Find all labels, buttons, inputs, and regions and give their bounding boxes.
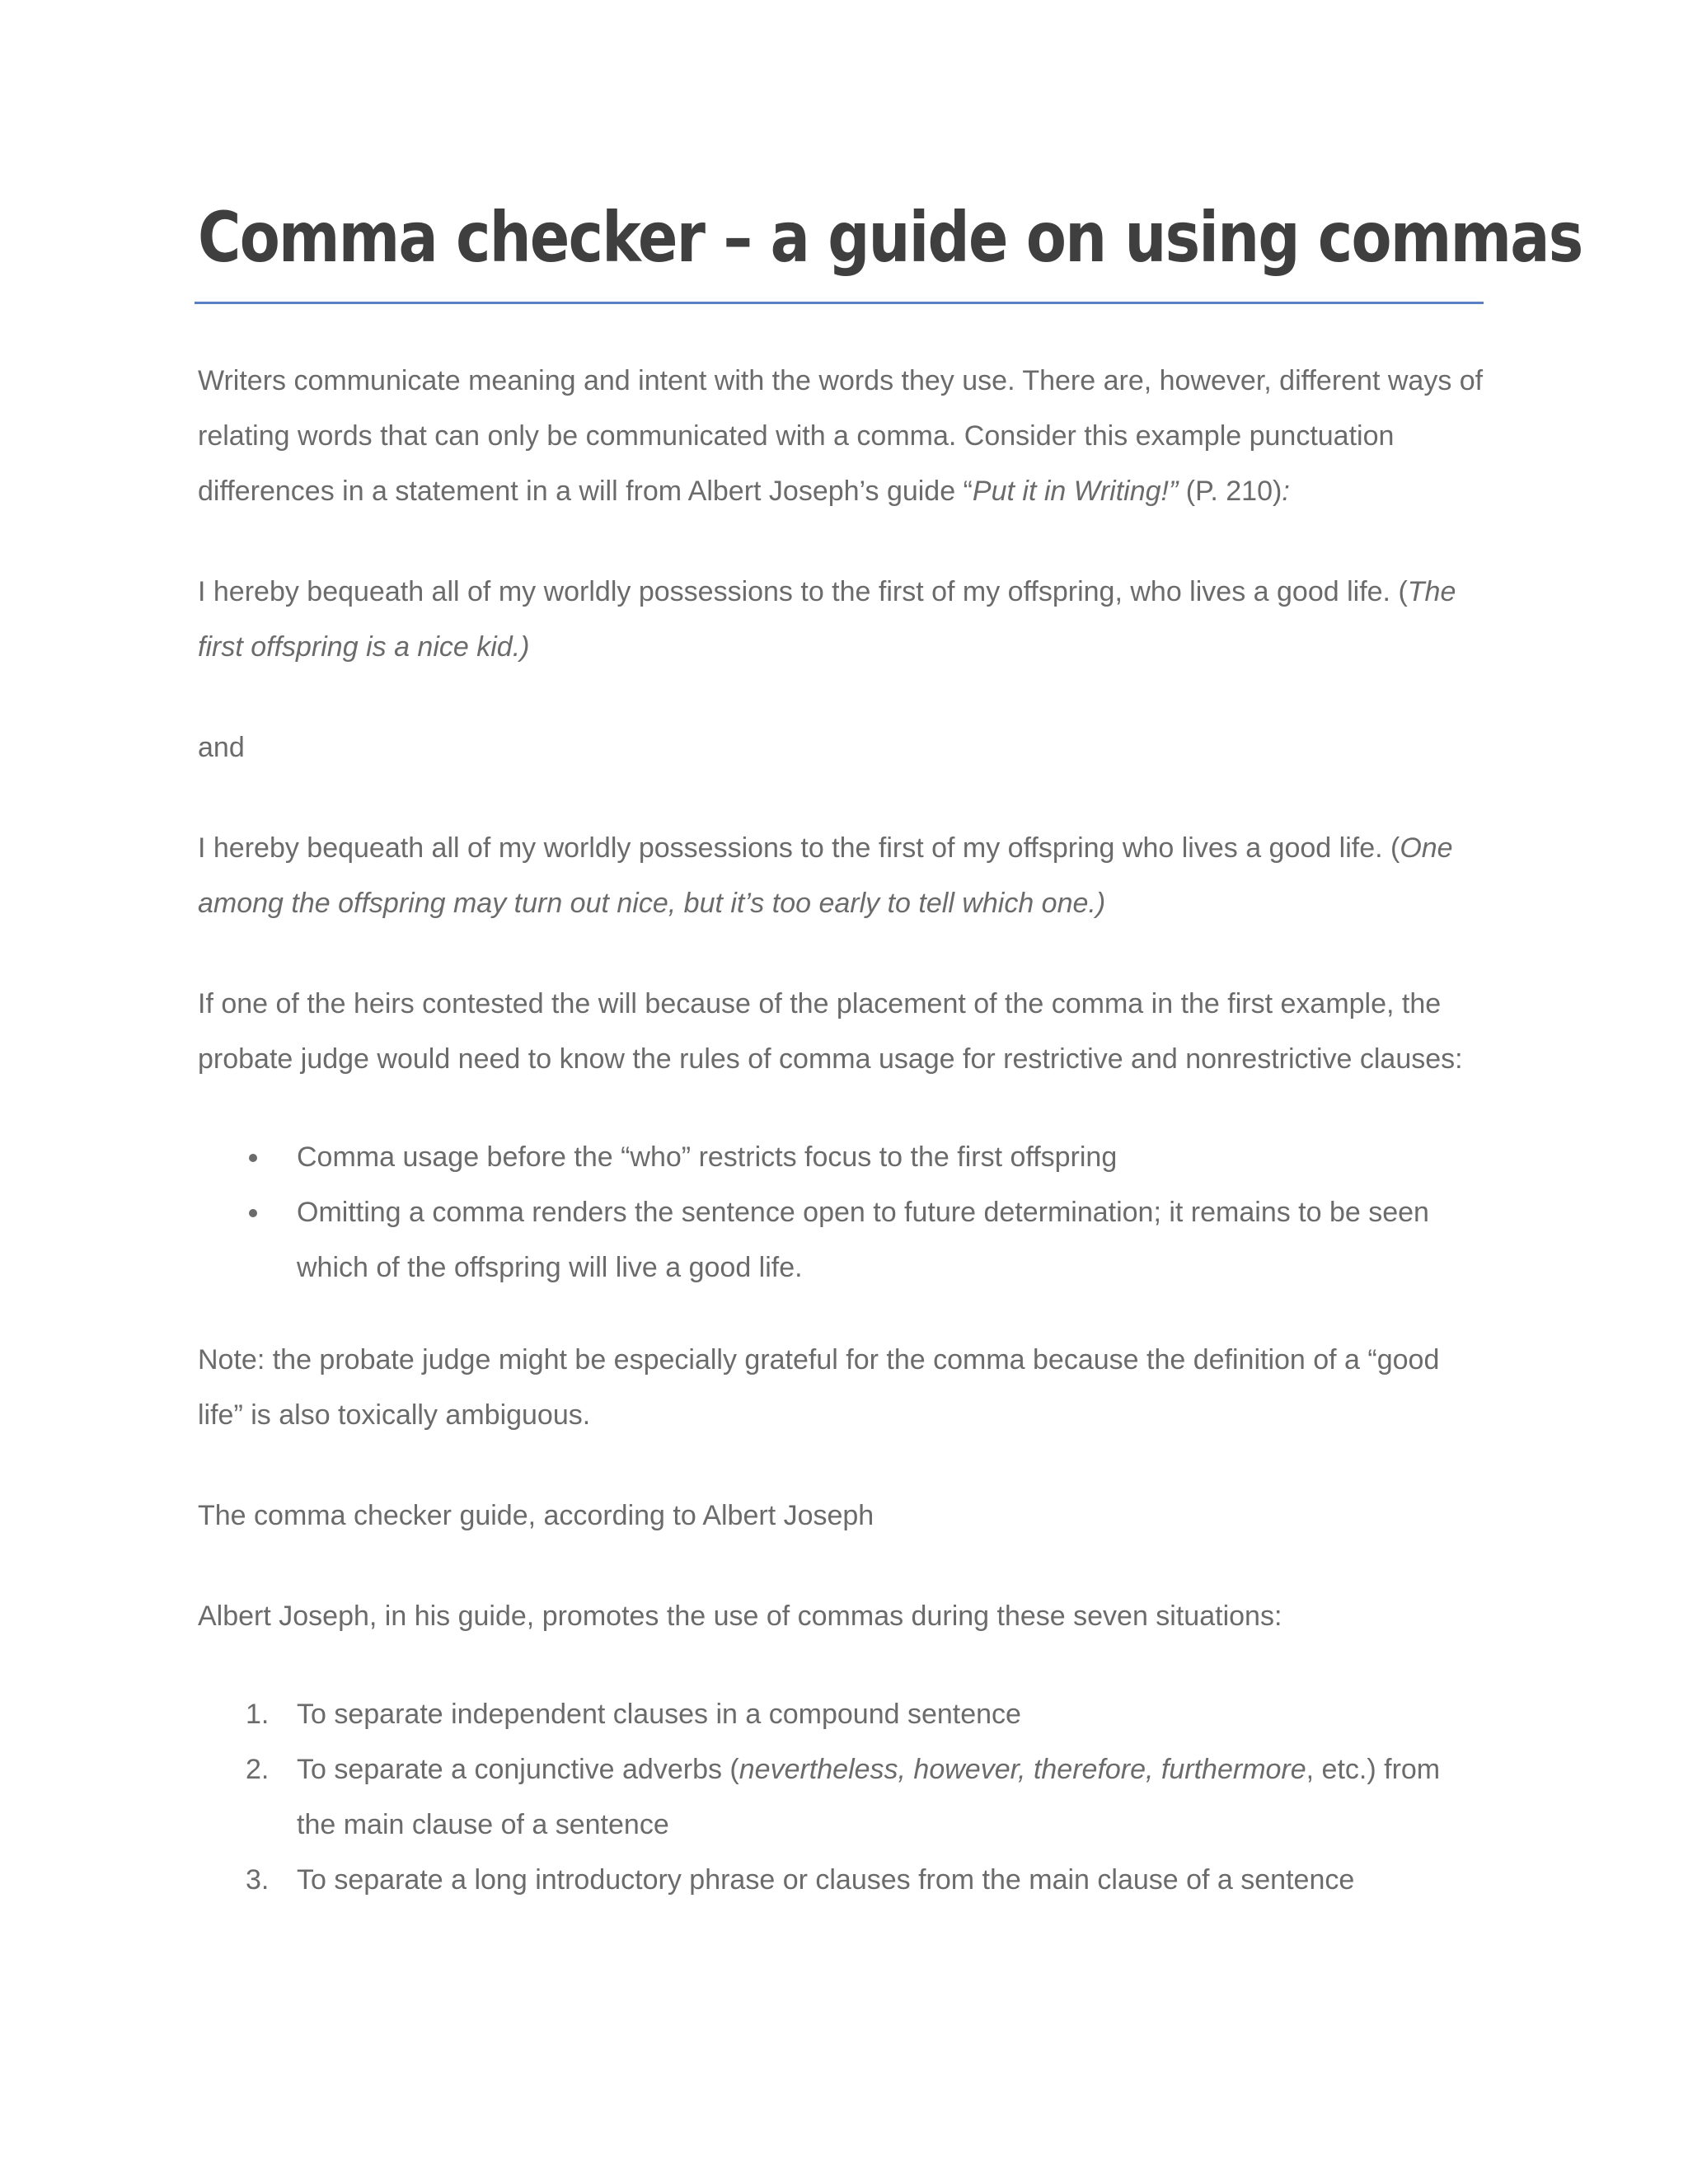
bullet-icon — [249, 1209, 257, 1217]
bullet-text: Comma usage before the “who” restricts focus to the first offspring — [297, 1141, 1118, 1173]
list-item — [198, 1185, 1484, 1296]
intro-paragraph — [198, 354, 1484, 519]
list-number: 2. — [246, 1754, 270, 1785]
list-item-text: To separate a conjunctive adverbs ( — [297, 1754, 739, 1785]
and-connector: and — [198, 732, 245, 763]
example-without-comma-text: I hereby bequeath all of my worldly possessions to the first of my offspring who lives a good life. ( — [198, 832, 1400, 864]
bullet-text: Omitting a comma renders the sentence open to future determination; it remains to be seen which of the offspring will live a good life. — [297, 1197, 1429, 1283]
list-item — [198, 1742, 1484, 1853]
page-title: Comma checker – a guide on using commas — [198, 197, 1582, 278]
book-title: Put it in Writing!” — [972, 476, 1179, 507]
document-content — [198, 188, 1582, 1908]
list-item — [198, 1130, 1484, 1185]
section-subheading: The comma checker guide, according to Albert Joseph — [198, 1500, 874, 1531]
list-item-text: To separate independent clauses in a compound sentence — [297, 1699, 1021, 1730]
list-number: 3. — [246, 1864, 270, 1896]
list-item — [198, 1853, 1484, 1908]
contest-paragraph: If one of the heirs contested the will because of the placement of the comma in the first example, the probate judge would need to know the rules of comma usage for restrictive and nonrestrictive clauses: — [198, 988, 1463, 1075]
list-item-text-end: , etc.) from the main clause of a sentence — [297, 1754, 1441, 1840]
list-item-text: To separate a long introductory phrase or clauses from the main clause of a sentence — [297, 1864, 1355, 1896]
example-with-comma-note: The first offspring is a nice kid.) — [198, 576, 1456, 663]
list-item — [198, 1687, 1484, 1742]
list-item-italic: nevertheless, however, therefore, furthermore — [738, 1754, 1306, 1785]
example-without-comma — [198, 821, 1484, 931]
numbered-list — [198, 1687, 1484, 1908]
bullet-list — [198, 1130, 1484, 1296]
example-with-comma-text: I hereby bequeath all of my worldly possessions to the first of my offspring, who lives a good life. ( — [198, 576, 1408, 607]
title-underline — [195, 302, 1484, 304]
intro-colon: : — [1282, 476, 1290, 507]
situations-intro: Albert Joseph, in his guide, promotes the use of commas during these seven situations: — [198, 1601, 1282, 1632]
example-without-comma-note: One among the offspring may turn out nice, but it’s too early to tell which one.) — [198, 832, 1453, 919]
example-with-comma — [198, 565, 1484, 675]
bullet-icon — [249, 1154, 257, 1162]
intro-text: Writers communicate meaning and intent with the words they use. There are, however, different ways of relating words that can only be communicated with a comma. Consider this example punctuation differences in a statement in a will from Albert Joseph’s guide “ — [198, 365, 1484, 507]
note-paragraph: Note: the probate judge might be especially grateful for the comma because the definition of a “good life” is also toxically ambiguous. — [198, 1344, 1440, 1431]
intro-page-ref: (P. 210) — [1178, 476, 1282, 507]
list-number: 1. — [246, 1699, 270, 1730]
